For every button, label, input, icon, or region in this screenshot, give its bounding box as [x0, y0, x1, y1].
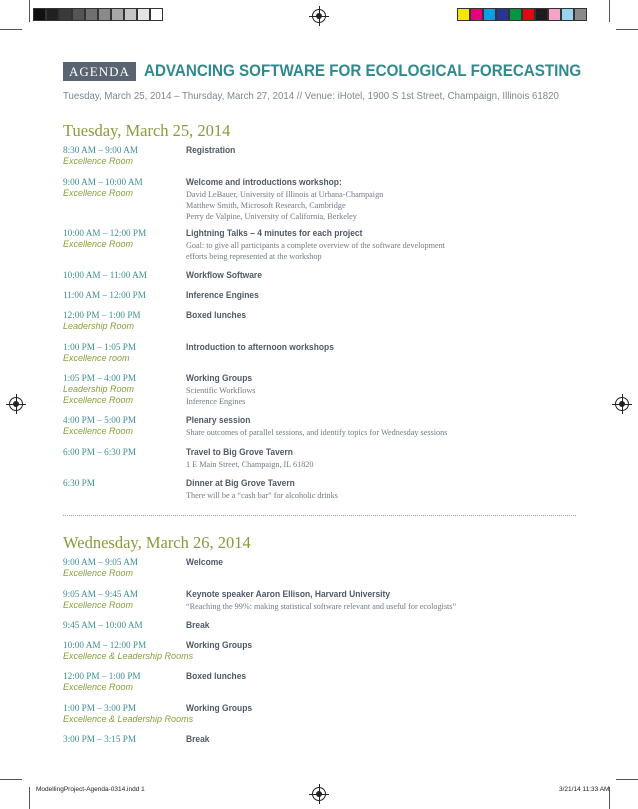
color-swatch — [496, 8, 509, 21]
session-title: Inference Engines — [186, 290, 259, 300]
session-time: 11:00 AM – 12:00 PM — [63, 290, 146, 300]
registration-mark-icon — [9, 397, 23, 411]
session-time: 1:00 PM – 1:05 PM — [63, 342, 137, 352]
day-heading-tuesday: Tuesday, March 25, 2014 — [63, 121, 231, 140]
session-title: Keynote speaker Aaron Ellison, Harvard University — [186, 589, 391, 599]
session-title: Registration — [186, 145, 236, 155]
session-room: Excellence Room — [63, 682, 134, 692]
session-time: 4:00 PM – 5:00 PM — [63, 415, 137, 425]
color-swatch — [137, 8, 150, 21]
date-venue-line: Tuesday, March 25, 2014 – Thursday, March 27, 2014 // Venue: iHotel, 1900 S 1st Street, Champaign, Illinois 61820 — [63, 90, 559, 102]
color-swatch — [561, 8, 574, 21]
crop-mark — [609, 0, 610, 22]
color-swatch — [150, 8, 163, 21]
session-title: Welcome and introductions workshop: — [186, 177, 342, 187]
session-description: “Reaching the 99%: making statistical software relevant and useful for ecologists” — [186, 602, 457, 611]
registration-mark-icon — [615, 397, 629, 411]
session-description: efforts being represented at the workshop — [186, 252, 322, 261]
gray-swatch-bar — [33, 8, 163, 21]
color-swatch-bar — [457, 8, 587, 21]
session-room: Excellence Room — [63, 568, 134, 578]
agenda-badge: AGENDA — [63, 62, 136, 81]
session-room: Excellence Room — [63, 600, 134, 610]
session-title: Lightning Talks – 4 minutes for each project — [186, 228, 363, 238]
color-swatch — [85, 8, 98, 21]
color-swatch — [522, 8, 535, 21]
session-room: Excellence Room — [63, 239, 134, 249]
session-room: Excellence room — [63, 353, 130, 363]
session-description: Inference Engines — [186, 397, 246, 406]
session-room: Excellence Room — [63, 426, 134, 436]
session-description: Share outcomes of parallel sessions, and identify topics for Wednesday sessions — [186, 428, 448, 437]
session-room: Excellence Room — [63, 156, 134, 166]
crop-mark — [616, 779, 638, 780]
session-time: 1:00 PM – 3:00 PM — [63, 703, 137, 713]
session-title: Break — [186, 620, 210, 630]
session-room: Excellence & Leadership Rooms — [63, 651, 194, 661]
session-title: Boxed lunches — [186, 671, 247, 681]
footer-timestamp: 3/21/14 11:33 AM — [559, 786, 610, 793]
session-time: 10:00 AM – 12:00 PM — [63, 228, 147, 238]
color-swatch — [483, 8, 496, 21]
registration-mark-icon — [312, 787, 326, 801]
session-title: Introduction to afternoon workshops — [186, 342, 334, 352]
color-swatch — [509, 8, 522, 21]
session-title: Working Groups — [186, 703, 253, 713]
session-description: 1 E Main Street, Champaign, IL 61820 — [186, 460, 314, 469]
session-description: Perry de Valpine, University of California, Berkeley — [186, 212, 357, 221]
session-time: 10:00 AM – 11:00 AM — [63, 270, 147, 280]
section-divider — [63, 515, 576, 516]
agenda-header — [63, 62, 583, 102]
crop-mark — [29, 787, 30, 809]
session-time: 1:05 PM – 4:00 PM — [63, 373, 137, 383]
session-description: Scientific Workflows — [186, 386, 256, 395]
color-swatch — [33, 8, 46, 21]
crop-mark — [29, 0, 30, 22]
color-swatch — [111, 8, 124, 21]
session-title: Working Groups — [186, 373, 253, 383]
session-title: Welcome — [186, 557, 223, 567]
session-title: Plenary session — [186, 415, 251, 425]
session-description: Matthew Smith, Microsoft Research, Cambridge — [186, 201, 346, 210]
session-room: Excellence Room — [63, 188, 134, 198]
session-time: 9:45 AM – 10:00 AM — [63, 620, 143, 630]
crop-mark — [0, 29, 22, 30]
day-heading-wednesday: Wednesday, March 26, 2014 — [63, 533, 251, 552]
session-title: Boxed lunches — [186, 310, 247, 320]
session-time: 10:00 AM – 12:00 PM — [63, 640, 147, 650]
color-swatch — [470, 8, 483, 21]
session-title: Working Groups — [186, 640, 253, 650]
document-title: ADVANCING SOFTWARE FOR ECOLOGICAL FORECASTING — [143, 62, 582, 80]
session-room: Excellence Room — [63, 395, 134, 405]
color-swatch — [548, 8, 561, 21]
color-swatch — [124, 8, 137, 21]
color-swatch — [72, 8, 85, 21]
registration-mark-icon — [312, 9, 326, 23]
session-description: Goal: to give all participants a complete overview of the software development — [186, 241, 445, 250]
session-time: 9:05 AM – 9:45 AM — [63, 589, 139, 599]
session-room: Excellence & Leadership Rooms — [63, 714, 194, 724]
color-swatch — [574, 8, 587, 21]
session-title: Workflow Software — [186, 270, 262, 280]
session-title: Break — [186, 734, 210, 744]
session-time: 12:00 PM – 1:00 PM — [63, 310, 141, 320]
color-swatch — [98, 8, 111, 21]
session-time: 9:00 AM – 10:00 AM — [63, 177, 143, 187]
session-description: There will be a “cash bar” for alcoholic drinks — [186, 491, 338, 500]
color-swatch — [46, 8, 59, 21]
color-swatch — [457, 8, 470, 21]
color-swatch — [535, 8, 548, 21]
session-time: 6:30 PM — [63, 478, 95, 488]
session-room: Leadership Room — [63, 384, 135, 394]
session-time: 9:00 AM – 9:05 AM — [63, 557, 139, 567]
session-time: 8:30 AM – 9:00 AM — [63, 145, 139, 155]
session-description: David LeBauer, University of Illinois at Urbana-Champaign — [186, 190, 384, 199]
session-title: Dinner at Big Grove Tavern — [186, 478, 295, 488]
session-time: 12:00 PM – 1:00 PM — [63, 671, 141, 681]
crop-mark — [0, 779, 22, 780]
session-title: Travel to Big Grove Tavern — [186, 447, 293, 457]
session-room: Leadership Room — [63, 321, 135, 331]
session-time: 6:00 PM – 6:30 PM — [63, 447, 137, 457]
session-time: 3:00 PM – 3:15 PM — [63, 734, 137, 744]
footer-filename: ModellingProject-Agenda-0314.indd 1 — [36, 786, 145, 793]
color-swatch — [59, 8, 72, 21]
crop-mark — [616, 29, 638, 30]
